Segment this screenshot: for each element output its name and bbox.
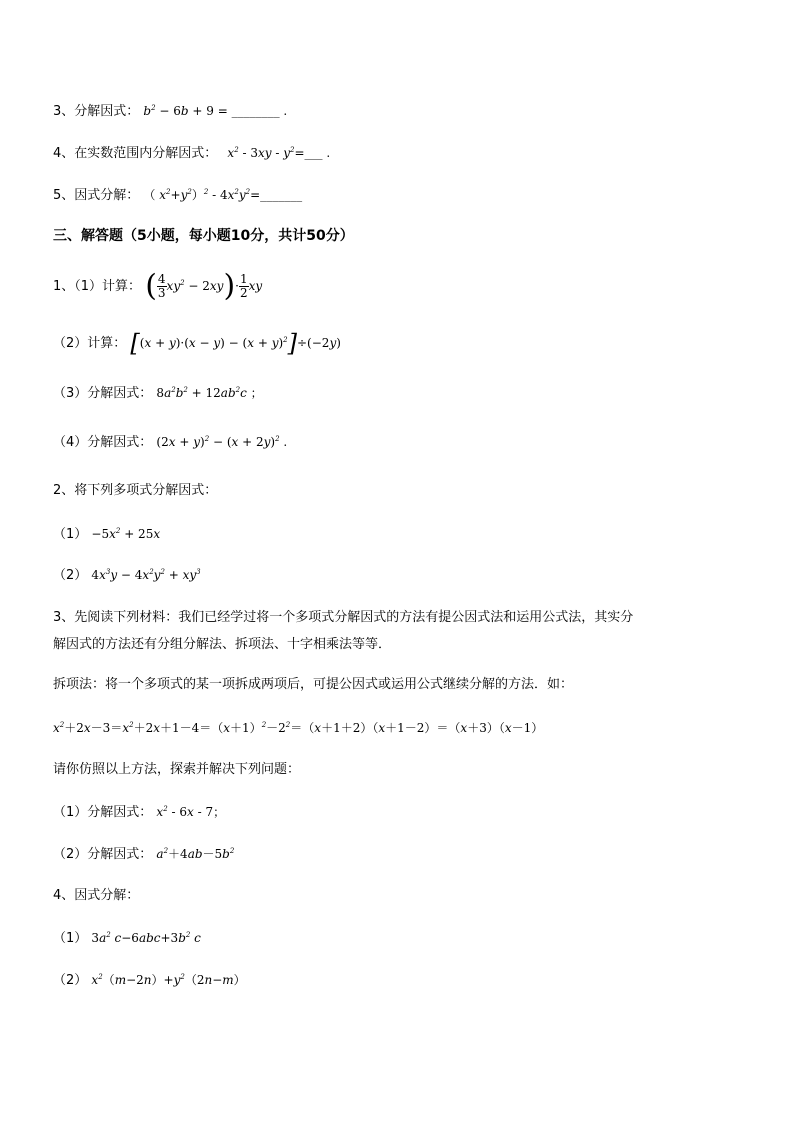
problem-4-part-1 (53, 929, 201, 948)
problem-1-part-3-label: （3）分解因式： (53, 386, 153, 401)
problem-1-part-3-expression: $8a^2b^2 + 12ab^2c$ ； (156, 386, 263, 400)
problem-2-part-1 (53, 525, 160, 544)
question-3-label: 3、分解因式： (53, 104, 140, 119)
question-4-label: 4、在实数范围内分解因式： (53, 146, 218, 161)
problem-4-part-2 (53, 971, 246, 990)
problem-3-prompt: 请你仿照以上方法，探索并解决下列问题： (53, 762, 301, 777)
question-5 (53, 186, 302, 205)
question-5-expression: （ $x^2+y^2)^2$ - $4x^2y^2=\_\_\_\_\_\_\_$ (143, 188, 303, 202)
question-5-label: 5、因式分解： (53, 188, 140, 203)
problem-3-method: 拆项法：将一个多项式的某一项拆成两项后，可提公因式或运用公式继续分解的方法．如： (53, 677, 574, 692)
problem-1-part-2-expression: $[(x + y)\cdot(x - y) - (x + y)^2]\div(-2y)$ (130, 329, 341, 358)
problem-2-title: 2、将下列多项式分解因式： (53, 483, 218, 498)
problem-1-part-4-label: （4）分解因式： (53, 435, 153, 450)
problem-1-label: 1、（1）计算： (53, 279, 142, 294)
problem-1-part-4 (53, 433, 287, 452)
problem-4-part-1-expression: $3a^2$ $c-6abc+3b^2$ c (91, 931, 201, 945)
problem-4-part-2-label: （2） (53, 973, 88, 988)
problem-3-part-1 (53, 803, 225, 822)
problem-3-example: $x^2+2x-3=x^2+2x+1-4=(x+1)^2-2^2=(x+1+2)(x+1-2)=(x+3)(x-1)$ (53, 721, 544, 735)
problem-3-part-1-expression: $x^2 - 6x - 7$； (156, 805, 226, 819)
problem-2-part-1-label: （1） (53, 527, 88, 542)
problem-4-title: 4、因式分解： (53, 888, 140, 903)
problem-4-part-1-label: （1） (53, 931, 88, 946)
question-3-expression: $b^2 - 6b + 9$ = ________ . (143, 104, 288, 118)
problem-3-part-2 (53, 845, 234, 864)
problem-3-part-2-label: （2）分解因式： (53, 847, 153, 862)
problem-1-part-2-label: （2）计算： (53, 336, 127, 351)
problem-2-part-2 (53, 566, 201, 585)
question-3 (53, 102, 287, 121)
problem-2-part-2-label: （2） (53, 568, 88, 583)
problem-2-part-1-expression: $-5x^2 + 25x$ (91, 527, 161, 541)
problem-3-intro (53, 604, 733, 658)
question-4 (53, 144, 330, 163)
section-title: 三、解答题（5小题，每小题10分，共计50分） (53, 228, 354, 244)
problem-1-part-4-expression: $(2x + y)^2 - (x + 2y)^2$ . (156, 435, 288, 449)
problem-1-part-2 (53, 330, 341, 356)
problem-3-part-2-expression: $a^2+4ab-5b^2$ (156, 847, 235, 861)
question-4-expression: $x^2 - 3xy$ - $y^2=\_\_\_$ . (227, 146, 331, 160)
problem-4-part-2-expression: $x^2(m-2n)+y^2(2n-m)$ (91, 973, 246, 987)
problem-3-part-1-label: （1）分解因式： (53, 805, 153, 820)
problem-1-part-1: 1、（1）计算： ( $\frac{4}{3}$ $xy^2 - 2xy)\cdot$ $\frac{1}{2}$ xy (53, 268, 263, 304)
problem-2-part-2-expression: $4x^3y - 4x^2y^2 + xy^3$ (91, 568, 201, 582)
problem-3-intro-line-2: 解因式的方法还有分组分解法、拆项法、十字相乘法等等． (53, 637, 392, 652)
problem-3-intro-line-1: 3、先阅读下列材料：我们已经学过将一个多项式分解因式的方法有提公因式法和运用公式法，其实分 (53, 610, 634, 625)
problem-1-part-3 (53, 384, 263, 403)
